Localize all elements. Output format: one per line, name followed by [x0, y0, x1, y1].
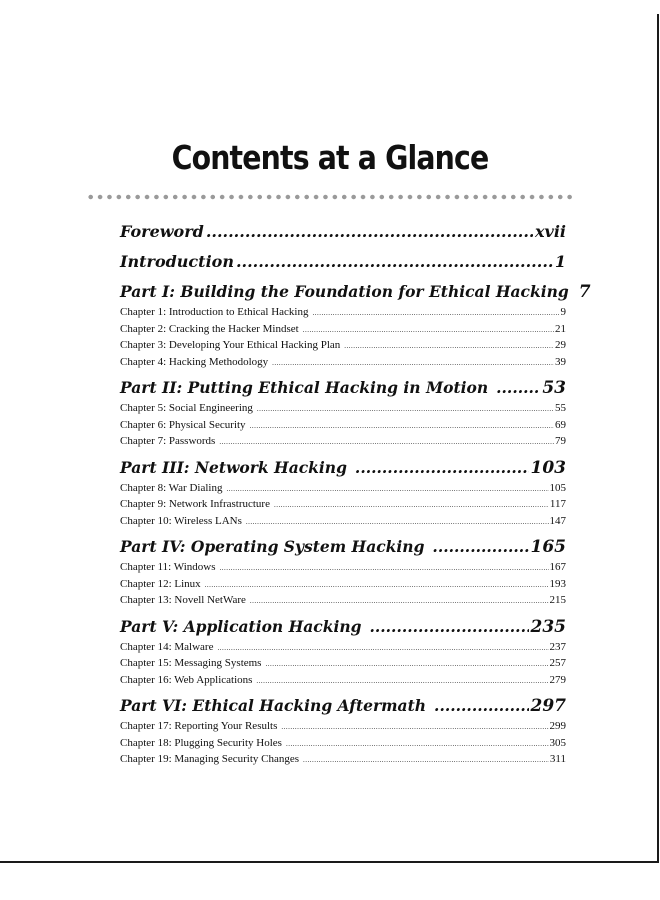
dot-leader [219, 434, 554, 451]
toc-chapter-page: 105 [549, 481, 566, 494]
toc-chapter-label: Chapter 4: Hacking Methodology [120, 355, 269, 368]
dot-leader [281, 719, 548, 736]
dot-leader [369, 615, 528, 639]
toc-part-label: Part V: Application Hacking [120, 616, 362, 636]
dot-leader [226, 481, 548, 498]
dot-leader [496, 376, 540, 400]
dot-leader [303, 752, 549, 769]
toc-part-4 [120, 529, 566, 559]
dot-leader [344, 338, 554, 355]
toc-chapter [120, 735, 566, 752]
toc-chapter [120, 480, 566, 497]
toc-chapter-label: Chapter 1: Introduction to Ethical Hacking [120, 306, 309, 318]
toc-chapter-page: 147 [549, 514, 566, 527]
toc-chapter-label: Chapter 19: Managing Security Changes [120, 753, 300, 765]
toc-chapter [120, 400, 566, 417]
toc-part-3 [120, 450, 566, 480]
toc-chapter [120, 576, 566, 593]
toc-entry-page: 1 [554, 252, 566, 271]
dot-leader [236, 250, 553, 274]
dot-leader [432, 535, 528, 559]
toc-chapter [120, 433, 566, 450]
toc-chapter-label: Chapter 12: Linux [120, 577, 201, 590]
toc-chapter-page: 299 [549, 720, 566, 732]
toc-chapter-page: 39 [555, 355, 566, 368]
toc-part-page: 235 [530, 616, 566, 637]
toc-chapter-page: 55 [555, 402, 566, 414]
toc-entry-foreword [120, 214, 566, 244]
toc-chapter [120, 672, 566, 689]
toc-chapter-label: Chapter 7: Passwords [120, 435, 216, 447]
dot-leader [246, 514, 549, 531]
toc-chapter-label: Chapter 18: Plugging Security Holes [120, 736, 282, 749]
toc-chapter-label: Chapter 6: Physical Security [120, 418, 246, 431]
toc-entry-introduction [120, 244, 566, 274]
dot-leader [250, 418, 554, 435]
toc-chapter [120, 718, 566, 735]
toc-part-page: 165 [530, 537, 566, 557]
toc-part-1 [120, 274, 591, 304]
toc-part-label: Part I: Building the Foundation for Ethical Hacking [120, 282, 569, 301]
toc-chapter-page: 215 [549, 594, 566, 606]
toc-chapter-label: Chapter 13: Novell NetWare [120, 594, 246, 606]
toc-chapter-page: 21 [555, 322, 566, 335]
toc-entry-label: Introduction [120, 252, 234, 271]
toc-chapter-page: 79 [555, 435, 566, 447]
toc-chapter-page: 279 [549, 673, 566, 686]
toc-chapter-page: 311 [549, 753, 566, 765]
page-edge-right [657, 14, 659, 862]
toc-part-page: 297 [530, 696, 566, 716]
toc-chapter-page: 193 [549, 577, 566, 590]
dot-leader [250, 593, 549, 610]
toc-chapter-label: Chapter 3: Developing Your Ethical Hacking Plan [120, 339, 341, 351]
dot-leader [265, 656, 548, 673]
dot-leader [220, 560, 549, 577]
toc-part-2 [120, 370, 566, 400]
toc-part-page: 103 [530, 457, 566, 478]
toc-chapter-page: 305 [549, 736, 566, 749]
toc-chapter-page: 69 [555, 418, 566, 431]
toc-chapter-page: 29 [555, 339, 566, 351]
dot-leader [434, 694, 528, 718]
toc-chapter [120, 592, 566, 609]
toc-chapter [120, 496, 566, 513]
toc-chapter [120, 655, 566, 672]
toc-chapter-label: Chapter 16: Web Applications [120, 673, 253, 686]
page-edge-bottom [0, 861, 659, 863]
toc-entry-label: Foreword [120, 222, 204, 241]
toc-chapter [120, 304, 566, 321]
dot-leader [355, 456, 529, 480]
dot-leader [206, 220, 533, 244]
toc-chapter [120, 417, 566, 434]
toc-part-label: Part III: Network Hacking [120, 457, 347, 477]
toc-chapter-label: Chapter 14: Malware [120, 640, 214, 653]
table-of-contents [120, 214, 591, 768]
toc-part-5 [120, 609, 566, 639]
dot-leader [274, 497, 549, 514]
toc-chapter-label: Chapter 5: Social Engineering [120, 402, 253, 414]
dot-leader [256, 673, 548, 690]
dotted-divider [86, 193, 572, 201]
dot-leader [286, 736, 549, 753]
toc-chapter-label: Chapter 10: Wireless LANs [120, 514, 242, 527]
toc-chapter [120, 751, 566, 768]
toc-chapter-page: 257 [549, 657, 566, 669]
page-title: Contents at a Glance [171, 138, 489, 177]
toc-chapter-label: Chapter 2: Cracking the Hacker Mindset [120, 322, 299, 335]
toc-chapter [120, 513, 566, 530]
toc-part-6 [120, 688, 566, 718]
dot-leader [217, 640, 548, 657]
toc-chapter [120, 639, 566, 656]
toc-chapter-label: Chapter 11: Windows [120, 561, 216, 573]
toc-chapter-label: Chapter 8: War Dialing [120, 481, 223, 494]
toc-part-label: Part VI: Ethical Hacking Aftermath [120, 696, 427, 715]
toc-chapter-page: 9 [560, 306, 566, 318]
dot-leader [303, 322, 554, 339]
dot-leader [257, 401, 554, 418]
toc-entry-page: xvii [535, 222, 566, 241]
toc-chapter [120, 321, 566, 338]
toc-part-page: 7 [578, 282, 591, 302]
toc-chapter-page: 237 [549, 640, 566, 653]
toc-chapter [120, 337, 566, 354]
toc-part-label: Part II: Putting Ethical Hacking in Motion [120, 378, 489, 397]
dot-leader [205, 577, 549, 594]
toc-chapter-page: 117 [549, 498, 566, 510]
toc-part-page: 53 [542, 378, 566, 398]
toc-chapter-label: Chapter 17: Reporting Your Results [120, 720, 278, 732]
toc-chapter-label: Chapter 15: Messaging Systems [120, 657, 262, 669]
dot-leader [312, 305, 559, 322]
toc-chapter-label: Chapter 9: Network Infrastructure [120, 498, 270, 510]
toc-chapter [120, 559, 566, 576]
dot-leader [272, 355, 554, 372]
toc-chapter [120, 354, 566, 371]
toc-chapter-page: 167 [549, 561, 566, 573]
toc-part-label: Part IV: Operating System Hacking [120, 537, 425, 556]
